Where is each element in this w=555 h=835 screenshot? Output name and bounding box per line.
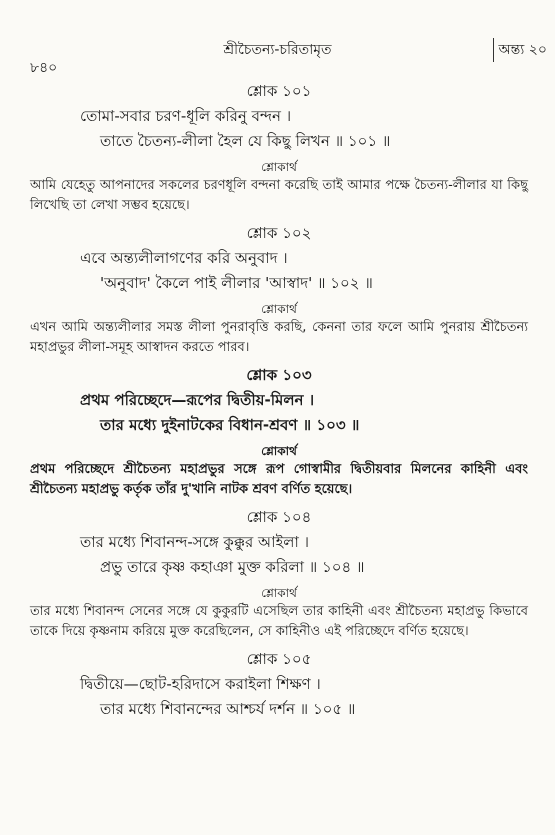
translation-text: প্রথম পরিচ্ছেদে শ্রীচৈতন্য মহাপ্রভুর সঙ্গে রূপ গোস্বামীর দ্বিতীয়বার মিলনের কাহিনী এবং শ্রীচৈতন্য মহাপ্রভু কর্তৃক তাঁর দু'খানি নাটক শ্রবণ বর্ণিত হয়েছে। xyxy=(30,462,528,497)
page-header xyxy=(0,32,555,76)
verse-line: দ্বিতীয়ে—ছোট-হরিদাসে করাইলা শিক্ষণ । xyxy=(80,675,321,693)
chapter-reference: অন্ত্য ২০ xyxy=(493,38,548,62)
translation-heading: শ্লোকার্থ xyxy=(261,160,297,174)
verse-line: এবে অন্ত্যলীলাগণের করি অনুবাদ । xyxy=(80,249,288,267)
page-body xyxy=(30,74,528,722)
verse-section-101 xyxy=(30,80,528,216)
verse-section-105 xyxy=(30,648,528,722)
verse-heading: শ্লোক ১০৪ xyxy=(246,508,312,526)
verse-heading: শ্লোক ১০৩ xyxy=(246,366,312,384)
verse-line: তার মধ্যে শিবানন্দের আশ্চর্য দর্শন ॥ ১০৫ ॥ xyxy=(100,700,356,718)
verse-section-103 xyxy=(30,364,528,500)
translation-text: তার মধ্যে শিবানন্দ সেনের সঙ্গে যে কুকুরটি এসেছিল তার কাহিনী এবং শ্রীচৈতন্য মহাপ্রভু কিভাবে তাকে দিয়ে কৃষ্ণনাম করিয়ে মুক্ত করেছিলেন, সে কাহিনীও এই পরিচ্ছেদে বর্ণিত হয়েছে। xyxy=(30,604,528,639)
verse-heading: শ্লোক ১০৫ xyxy=(246,650,312,668)
translation-heading: শ্লোকার্থ xyxy=(261,444,297,458)
translation-text: আমি যেহেতু আপনাদের সকলের চরণধূলি বন্দনা করেছি তাই আমার পক্ষে চৈতন্য-লীলার যা কিছু লিখেছি তা লেখা সম্ভব হয়েছে। xyxy=(30,178,528,213)
translation-text: এখন আমি অন্ত্যলীলার সমস্ত লীলা পুনরাবৃত্তি করছি, কেননা তার ফলে আমি পুনরায় শ্রীচৈতন্য মহাপ্রভুর লীলা-সমূহ আস্বাদন করতে পারব। xyxy=(30,320,528,355)
verse-line: তার মধ্যে শিবানন্দ-সঙ্গে কুক্কুর আইলা । xyxy=(80,533,309,551)
page-number: ৮৪০ xyxy=(30,60,58,76)
verse-section-104 xyxy=(30,506,528,642)
translation-heading: শ্লোকার্থ xyxy=(261,302,297,316)
verse-line: 'অনুবাদ' কৈলে পাই লীলার 'আস্বাদ' ॥ ১০২ ॥ xyxy=(100,274,373,292)
verse-line: তাতে চৈতন্য-লীলা হৈল যে কিছু লিখন ॥ ১০১ ॥ xyxy=(100,132,391,150)
verse-heading: শ্লোক ১০২ xyxy=(246,224,312,242)
verse-line: তোমা-সবার চরণ-ধূলি করিনু বন্দন । xyxy=(80,107,292,125)
verse-line: প্রথম পরিচ্ছেদে—রূপের দ্বিতীয়-মিলন । xyxy=(80,391,315,409)
verse-line: প্রভু তারে কৃষ্ণ কহাঞা মুক্ত করিলা ॥ ১০৪ ॥ xyxy=(100,558,365,576)
translation-heading: শ্লোকার্থ xyxy=(261,586,297,600)
verse-line: তার মধ্যে দুইনাটকের বিধান-শ্রবণ ॥ ১০৩ ॥ xyxy=(100,416,360,434)
verse-section-102 xyxy=(30,222,528,358)
verse-heading: শ্লোক ১০১ xyxy=(246,82,312,100)
running-title: শ্রীচৈতন্য-চরিতামৃত xyxy=(223,42,332,58)
